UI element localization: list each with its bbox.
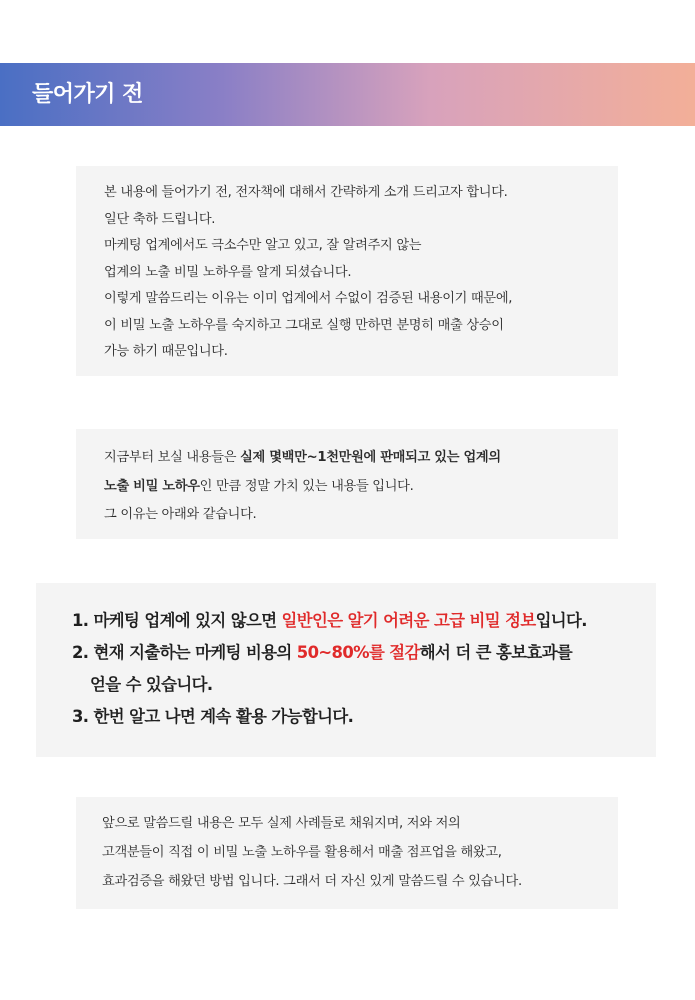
point-1 <box>72 605 656 637</box>
point-3: 3. 한번 알고 나면 계속 활용 가능합니다. <box>72 707 354 726</box>
intro-line: 이 비밀 노출 노하우를 숙지하고 그대로 실행 만하면 분명히 매출 상승이 <box>104 317 504 333</box>
point-2-highlight: 50~80%를 절감 <box>296 643 420 662</box>
point-2-prefix: 2. 현재 지출하는 마케팅 비용의 <box>72 643 297 662</box>
section-header-band <box>0 63 695 126</box>
value-line-1-prefix: 지금부터 보실 내용들은 <box>104 450 241 465</box>
value-line-2-emphasis: 노출 비밀 노하우 <box>104 478 200 494</box>
point-2 <box>72 637 656 669</box>
value-line-2 <box>104 473 618 502</box>
closing-text-box <box>76 797 618 909</box>
intro-line: 가능 하기 때문입니다. <box>104 344 228 359</box>
intro-line: 이렇게 말씀드리는 이유는 이미 업계에서 수없이 검증된 내용이기 때문에, <box>104 291 513 306</box>
closing-line: 효과검증을 해왔던 방법 입니다. 그래서 더 자신 있게 말씀드릴 수 있습니다. <box>102 874 522 889</box>
key-points-box <box>36 583 656 757</box>
value-line-2-rest: 인 만큼 정말 가치 있는 내용들 입니다. <box>199 478 414 494</box>
value-line-3: 그 이유는 아래와 같습니다. <box>104 507 257 522</box>
intro-text-box <box>76 166 618 376</box>
point-1-highlight: 일반인은 알기 어려운 고급 비밀 정보 <box>281 611 536 630</box>
point-1-prefix: 1. 마케팅 업계에 있지 않으면 <box>72 611 282 630</box>
value-text-box <box>76 429 618 539</box>
point-1-suffix: 입니다. <box>535 611 587 630</box>
intro-line: 업계의 노출 비밀 노하우를 알게 되셨습니다. <box>104 264 352 280</box>
intro-line: 일단 축하 드립니다. <box>104 211 216 227</box>
section-title: 들어가기 전 <box>32 82 143 107</box>
closing-line: 앞으로 말씀드릴 내용은 모두 실제 사례들로 채워지며, 저와 저의 <box>102 816 461 831</box>
intro-line: 마케팅 업계에서도 극소수만 알고 있고, 잘 알려주지 않는 <box>104 238 422 253</box>
value-line-1-emphasis: 실제 몇백만~1천만원에 판매되고 있는 업계의 <box>240 450 501 465</box>
value-line-1 <box>104 444 618 473</box>
point-2-suffix: 해서 더 큰 홍보효과를 <box>419 643 573 662</box>
intro-line: 본 내용에 들어가기 전, 전자책에 대해서 간략하게 소개 드리고자 합니다. <box>104 185 508 200</box>
closing-line: 고객분들이 직접 이 비밀 노출 노하우를 활용해서 매출 점프업을 해왔고, <box>102 845 502 860</box>
point-2-continuation: 얻을 수 있습니다. <box>90 675 213 694</box>
